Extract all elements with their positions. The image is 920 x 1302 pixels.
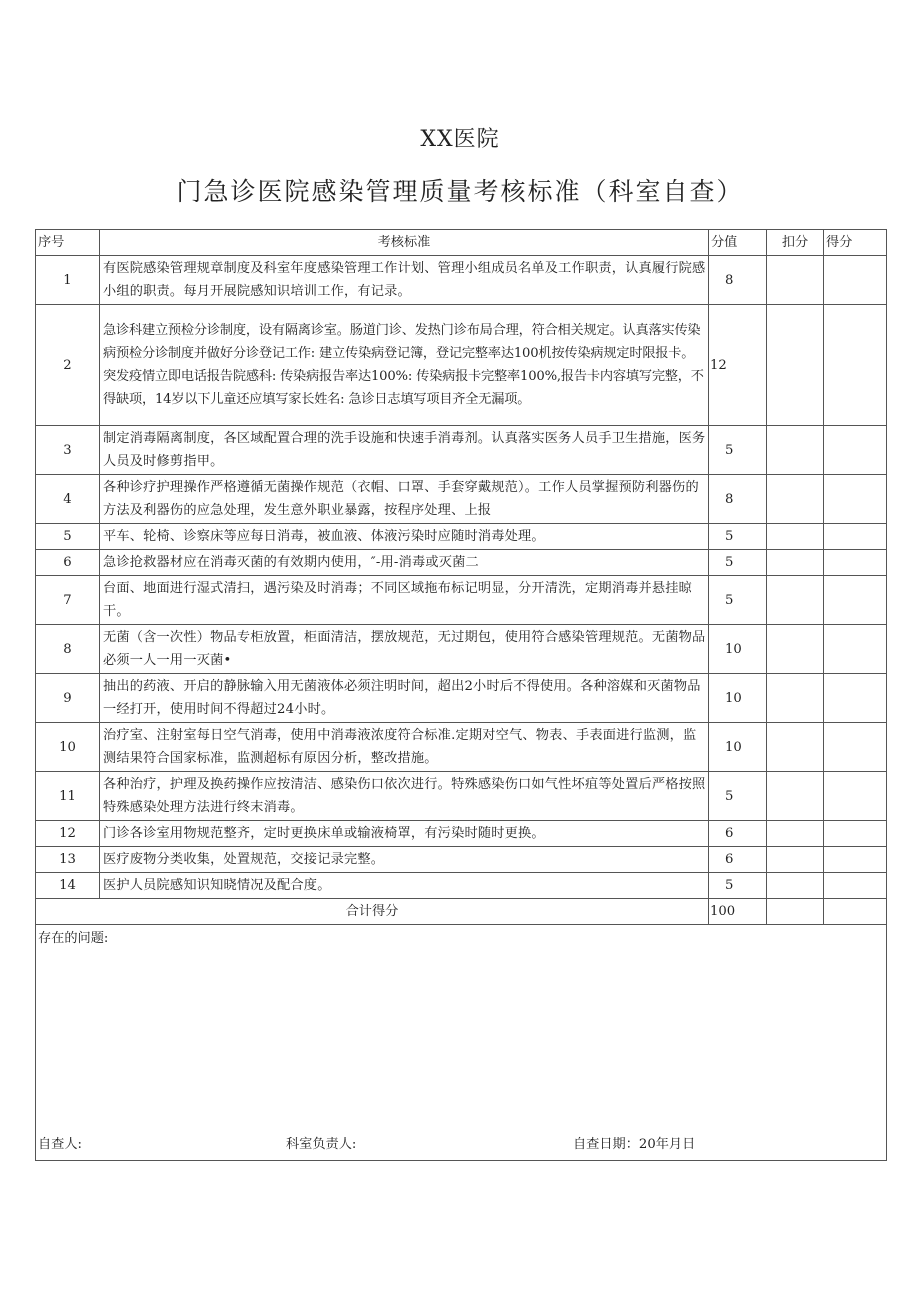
row-deduction-cell[interactable]	[767, 772, 824, 821]
row-deduction-cell[interactable]	[767, 723, 824, 772]
table-row	[36, 625, 887, 674]
row-standard: 门诊各诊室用物规范整齐，定时更换床单或输液椅罩，有污染时随时更换。	[100, 821, 709, 847]
total-row	[36, 899, 887, 925]
row-score: 8	[709, 475, 767, 524]
row-score: 5	[709, 772, 767, 821]
page-title: 门急诊医院感染管理质量考核标准（科室自查）	[176, 177, 744, 206]
row-seq: 6	[36, 550, 100, 576]
row-obtained-cell[interactable]	[824, 674, 887, 723]
row-obtained-cell[interactable]	[824, 475, 887, 524]
table-row	[36, 873, 887, 899]
row-obtained-cell[interactable]	[824, 550, 887, 576]
row-deduction-cell[interactable]	[767, 550, 824, 576]
table-row	[36, 426, 887, 475]
row-obtained-cell[interactable]	[824, 821, 887, 847]
row-score: 6	[709, 847, 767, 873]
row-standard: 无菌（含一次性）物品专柜放置，柜面清洁，摆放规范，无过期包，使用符合感染管理规范。无菌物品必须一人一用一灭菌•	[100, 625, 709, 674]
table-row	[36, 550, 887, 576]
table-row	[36, 723, 887, 772]
row-obtained-cell[interactable]	[824, 625, 887, 674]
row-obtained-cell[interactable]	[824, 426, 887, 475]
row-standard: 制定消毒隔离制度，各区域配置合理的洗手设施和快速手消毒剂。认真落实医务人员手卫生措施，医务人员及时修剪指甲。	[100, 426, 709, 475]
total-score: 100	[709, 899, 767, 925]
row-score: 6	[709, 821, 767, 847]
assessment-table	[35, 229, 887, 1161]
header-obtained: 得分	[824, 230, 887, 256]
row-standard: 各种诊疗护理操作严格遵循无菌操作规范（衣帽、口罩、手套穿戴规范）。工作人员掌握预防利器伤的方法及利器伤的应急处理，发生意外职业暴露，按程序处理、上报	[100, 475, 709, 524]
row-deduction-cell[interactable]	[767, 256, 824, 305]
row-seq: 12	[36, 821, 100, 847]
table-row	[36, 256, 887, 305]
table-row	[36, 524, 887, 550]
row-deduction-cell[interactable]	[767, 576, 824, 625]
row-standard: 急诊科建立预检分诊制度，设有隔离诊室。肠道门诊、发热门诊布局合理，符合相关规定。认真落实传染病预检分诊制度并做好分诊登记工作: 建立传染病登记簿，登记完整率达100机按传染病规定时限报卡。突发疫情立即电话报告院感科: 传染病报告率达100%: 传染病报卡完整率100%,报告卡内容填写完整，不得缺项，14岁以下儿童还应填写家长姓名: 急诊日志填写项目齐全无漏项。	[100, 305, 709, 426]
row-standard: 有医院感染管理规章制度及科室年度感染管理工作计划、管理小组成员名单及工作职责，认真履行院感小组的职责。每月开展院感知识培训工作，有记录。	[100, 256, 709, 305]
total-label: 合计得分	[36, 899, 709, 925]
row-seq: 13	[36, 847, 100, 873]
row-seq: 3	[36, 426, 100, 475]
header-deduction: 扣分	[767, 230, 824, 256]
row-deduction-cell[interactable]	[767, 524, 824, 550]
problems-row	[36, 925, 887, 1161]
row-obtained-cell[interactable]	[824, 723, 887, 772]
row-score: 5	[709, 426, 767, 475]
row-score: 10	[709, 723, 767, 772]
row-seq: 9	[36, 674, 100, 723]
row-deduction-cell[interactable]	[767, 625, 824, 674]
table-header-row	[36, 230, 887, 256]
table-row	[36, 475, 887, 524]
row-seq: 4	[36, 475, 100, 524]
row-standard: 医疗废物分类收集，处置规范，交接记录完整。	[100, 847, 709, 873]
row-standard: 抽出的药液、开启的静脉输入用无菌液体必须注明时间，超出2小时后不得使用。各种溶媒和灭菌物品一经打开，使用时间不得超过24小时。	[100, 674, 709, 723]
total-obtained-cell[interactable]	[824, 899, 887, 925]
row-deduction-cell[interactable]	[767, 475, 824, 524]
row-score: 5	[709, 550, 767, 576]
table-row	[36, 674, 887, 723]
row-obtained-cell[interactable]	[824, 305, 887, 426]
row-score: 5	[709, 524, 767, 550]
table-row	[36, 772, 887, 821]
row-standard: 平车、轮椅、诊察床等应每日消毒，被血液、体液污染时应随时消毒处理。	[100, 524, 709, 550]
row-obtained-cell[interactable]	[824, 772, 887, 821]
row-obtained-cell[interactable]	[824, 576, 887, 625]
row-seq: 1	[36, 256, 100, 305]
problems-cell[interactable]	[36, 925, 887, 1161]
dept-head-label: 科室负责人:	[286, 1137, 357, 1152]
row-score: 12	[709, 305, 767, 426]
row-score: 5	[709, 873, 767, 899]
table-row	[36, 821, 887, 847]
row-obtained-cell[interactable]	[824, 256, 887, 305]
row-score: 10	[709, 674, 767, 723]
problems-label: 存在的问题:	[38, 931, 109, 946]
row-score: 8	[709, 256, 767, 305]
header-seq: 序号	[36, 230, 100, 256]
table-row	[36, 847, 887, 873]
row-seq: 7	[36, 576, 100, 625]
row-deduction-cell[interactable]	[767, 674, 824, 723]
table-row	[36, 576, 887, 625]
row-score: 10	[709, 625, 767, 674]
row-standard: 急诊抢救器材应在消毒灭菌的有效期内使用，″-用-消毒或灭菌二	[100, 550, 709, 576]
row-seq: 14	[36, 873, 100, 899]
row-deduction-cell[interactable]	[767, 847, 824, 873]
self-inspector-label: 自查人:	[38, 1137, 83, 1152]
row-seq: 11	[36, 772, 100, 821]
table-row	[36, 305, 887, 426]
row-deduction-cell[interactable]	[767, 426, 824, 475]
hospital-name: XX医院	[420, 127, 500, 152]
row-deduction-cell[interactable]	[767, 305, 824, 426]
row-deduction-cell[interactable]	[767, 821, 824, 847]
total-deduction-cell[interactable]	[767, 899, 824, 925]
row-seq: 2	[36, 305, 100, 426]
row-standard: 各种治疗，护理及换药操作应按清洁、感染伤口依次进行。特殊感染伤口如气性坏疽等处置后严格按照特殊感染处理方法进行终末消毒。	[100, 772, 709, 821]
header-standard: 考核标准	[100, 230, 709, 256]
row-seq: 8	[36, 625, 100, 674]
row-obtained-cell[interactable]	[824, 524, 887, 550]
row-score: 5	[709, 576, 767, 625]
row-standard: 台面、地面进行湿式清扫，遇污染及时消毒；不同区域拖布标记明显，分开清洗，定期消毒并悬挂晾干。	[100, 576, 709, 625]
row-standard: 治疗室、注射室每日空气消毒，使用中消毒液浓度符合标准.定期对空气、物表、手表面进行监测，监测结果符合国家标准，监测超标有原因分析，整改措施。	[100, 723, 709, 772]
row-obtained-cell[interactable]	[824, 873, 887, 899]
row-seq: 10	[36, 723, 100, 772]
row-obtained-cell[interactable]	[824, 847, 887, 873]
header-score: 分值	[709, 230, 767, 256]
inspection-date-label: 自查日期：20年月日	[573, 1137, 696, 1152]
row-deduction-cell[interactable]	[767, 873, 824, 899]
row-seq: 5	[36, 524, 100, 550]
row-standard: 医护人员院感知识知晓情况及配合度。	[100, 873, 709, 899]
